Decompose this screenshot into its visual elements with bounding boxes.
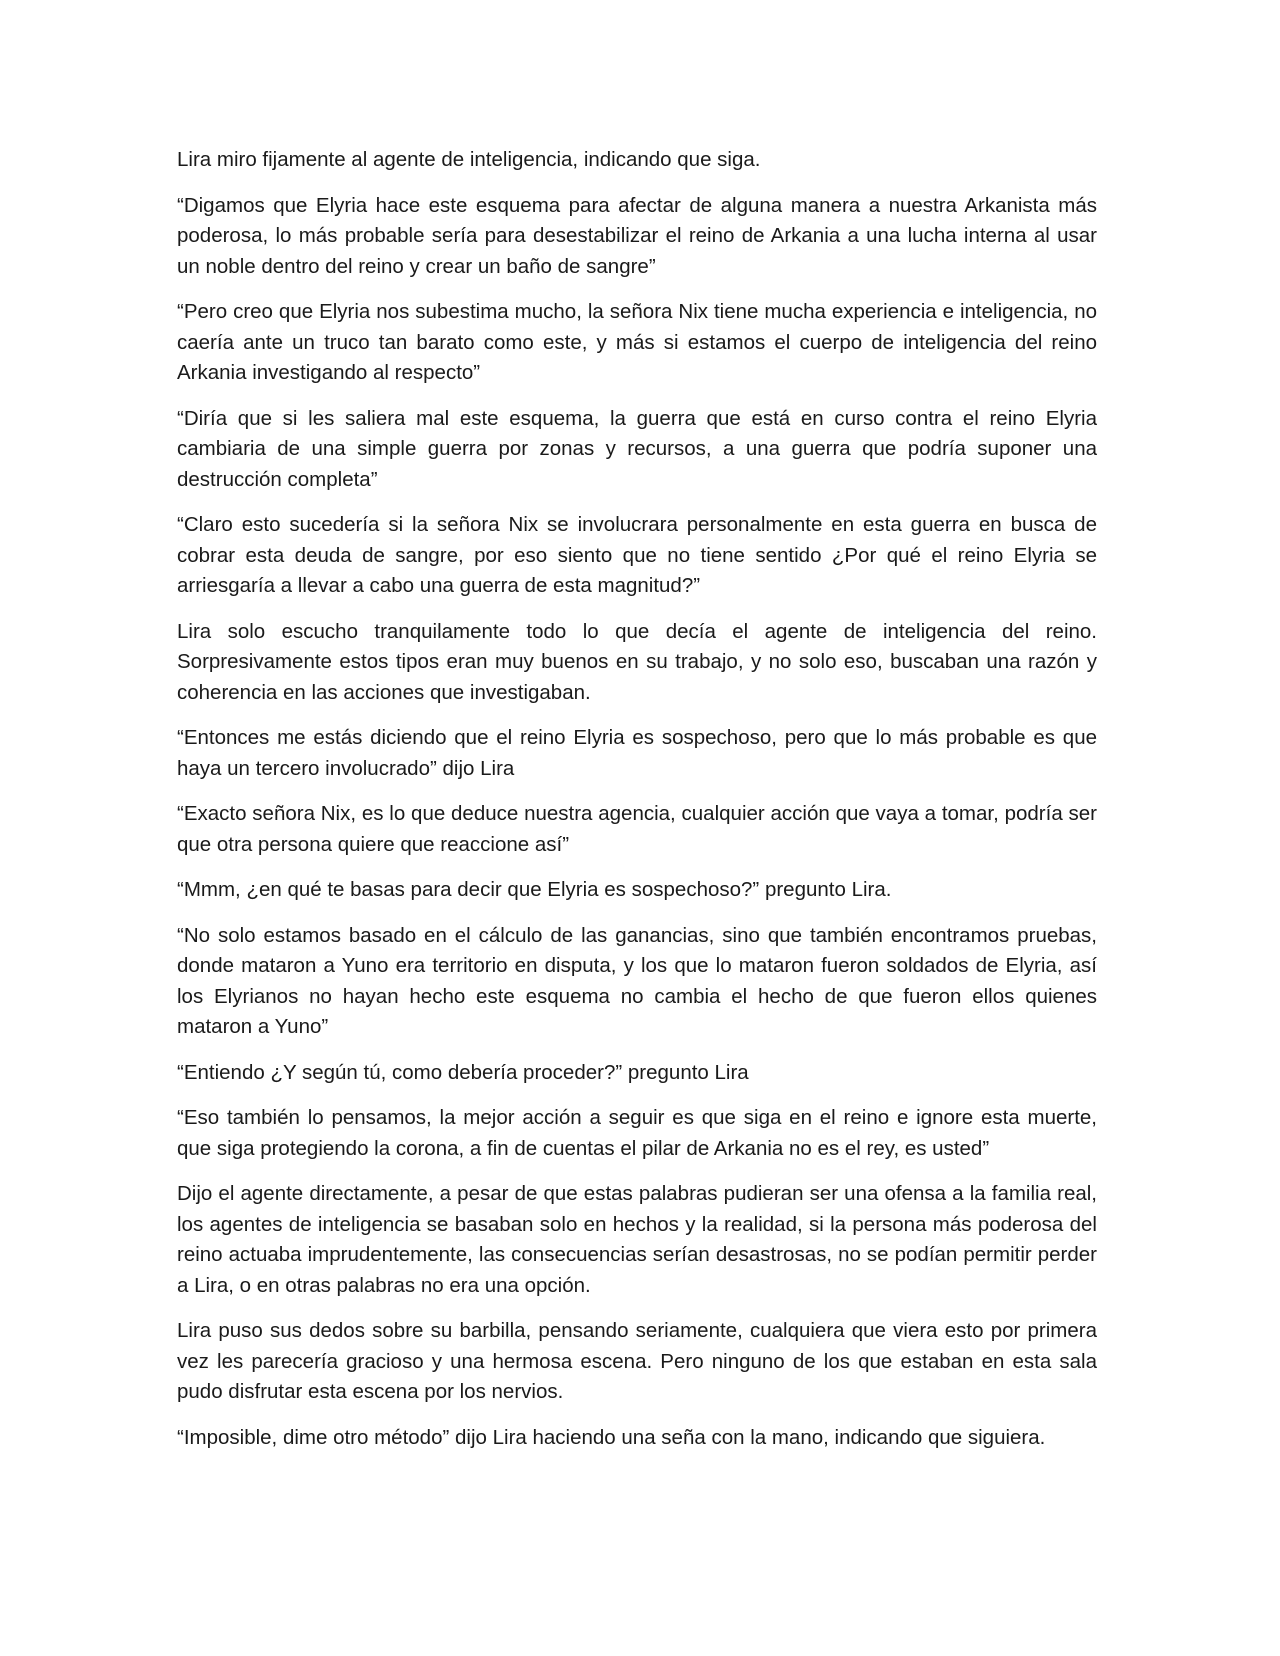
paragraph: Dijo el agente directamente, a pesar de que estas palabras pudieran ser una ofensa a la familia real, los agentes de inteligencia se basaban solo en hechos y la realidad, si la persona más poderosa del reino actuaba imprudentemente, las consecuencias serían desastrosas, no se podían permitir perder a Lira, o en otras palabras no era una opción.: [177, 1182, 1097, 1297]
paragraph: “Entonces me estás diciendo que el reino Elyria es sospechoso, pero que lo más probable es que haya un tercero involucrado” dijo Lira: [177, 726, 1097, 780]
paragraph: Lira puso sus dedos sobre su barbilla, pensando seriamente, cualquiera que viera esto por primera vez les parecería gracioso y una hermosa escena. Pero ninguno de los que estaban en esta sala pudo disfrutar esta escena por los nervios.: [177, 1319, 1097, 1403]
paragraph: “Exacto señora Nix, es lo que deduce nuestra agencia, cualquier acción que vaya a tomar, podría ser que otra persona quiere que reaccione así”: [177, 802, 1097, 856]
paragraph: “Entiendo ¿Y según tú, como debería proceder?” pregunto Lira: [177, 1060, 749, 1084]
paragraph: Lira solo escucho tranquilamente todo lo que decía el agente de inteligencia del reino. Sorpresivamente estos tipos eran muy buenos en su trabajo, y no solo eso, buscaban una razón y coherencia en las acciones que investigaban.: [177, 619, 1097, 704]
paragraph: Lira miro fijamente al agente de inteligencia, indicando que siga.: [177, 148, 761, 171]
paragraph: “Imposible, dime otro método” dijo Lira haciendo una seña con la mano, indicando que siguiera.: [177, 1425, 1046, 1449]
document-body: [177, 145, 1097, 1468]
paragraph: “Claro esto sucedería si la señora Nix se involucrara personalmente en esta guerra en busca de cobrar esta deuda de sangre, por eso siento que no tiene sentido ¿Por qué el reino Elyria se arriesgaría a llevar a cabo una guerra de esta magnitud?”: [177, 513, 1097, 597]
paragraph: “Eso también lo pensamos, la mejor acción a seguir es que siga en el reino e ignore esta muerte, que siga protegiendo la corona, a fin de cuentas el pilar de Arkania no es el rey, es usted”: [177, 1106, 1097, 1160]
paragraph: “Diría que si les saliera mal este esquema, la guerra que está en curso contra el reino Elyria cambiaria de una simple guerra por zonas y recursos, a una guerra que podría suponer una destrucción completa”: [177, 406, 1097, 491]
paragraph: “No solo estamos basado en el cálculo de las ganancias, sino que también encontramos pruebas, donde mataron a Yuno era territorio en disputa, y los que lo mataron fueron soldados de Elyria, así los Elyrianos no hayan hecho este esquema no cambia el hecho de que fueron ellos quienes mataron a Yuno”: [177, 923, 1097, 1038]
paragraph: “Digamos que Elyria hace este esquema para afectar de alguna manera a nuestra Arkanista más poderosa, lo más probable sería para desestabilizar el reino de Arkania a una lucha interna al usar un noble dentro del reino y crear un baño de sangre”: [177, 193, 1097, 278]
paragraph: “Mmm, ¿en qué te basas para decir que Elyria es sospechoso?” pregunto Lira.: [177, 878, 892, 901]
paragraph: “Pero creo que Elyria nos subestima mucho, la señora Nix tiene mucha experiencia e inteligencia, no caería ante un truco tan barato como este, y más si estamos el cuerpo de inteligencia del reino Arkania investigando al respecto”: [177, 300, 1097, 384]
